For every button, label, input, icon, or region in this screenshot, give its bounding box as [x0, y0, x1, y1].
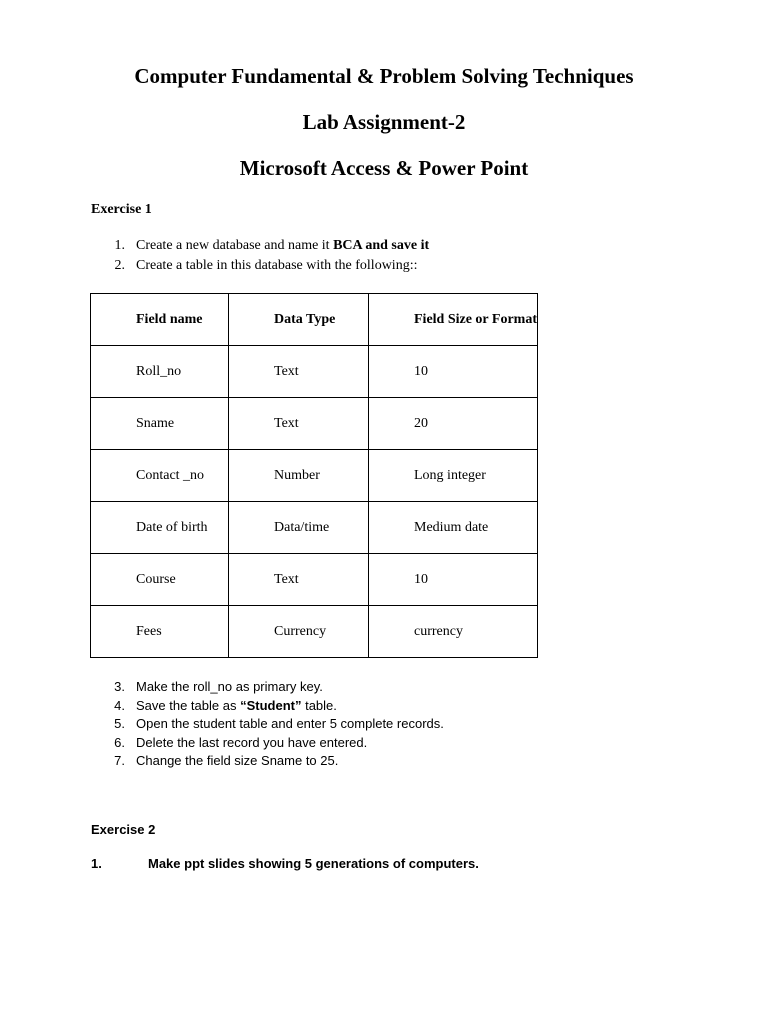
step-text: Change the field size Sname to 25.: [136, 753, 339, 768]
table-cell: Course: [91, 554, 229, 606]
table-cell: Text: [229, 346, 369, 398]
table-cell: Text: [229, 554, 369, 606]
exercise-2-heading: Exercise 2: [91, 822, 156, 837]
table-cell: currency: [369, 606, 538, 658]
column-header-data-type: Data Type: [229, 294, 369, 346]
step-number: 7.: [114, 753, 125, 768]
step-number: 3.: [114, 679, 125, 694]
table-cell: Text: [229, 398, 369, 450]
step-text: Open the student table and enter 5 complete records.: [136, 716, 444, 731]
column-header-field-size: Field Size or Format: [369, 294, 538, 346]
table-row: [91, 398, 538, 450]
item-number: 1.: [91, 856, 102, 871]
table-cell: Fees: [91, 606, 229, 658]
table-row: [91, 502, 538, 554]
table-cell: Long integer: [369, 450, 538, 502]
table-cell: Date of birth: [91, 502, 229, 554]
step-text: Delete the last record you have entered.: [136, 734, 368, 750]
step-number: 2.: [114, 258, 125, 273]
table-cell: 20: [369, 398, 538, 450]
step-text: Save the table as “Student” table.: [136, 697, 337, 713]
document-title: Computer Fundamental & Problem Solving Techniques: [134, 64, 634, 88]
table-cell: Medium date: [369, 502, 538, 554]
step-text: Create a table in this database with the following::: [136, 258, 418, 273]
item-text: Make ppt slides showing 5 generations of computers.: [148, 856, 479, 871]
table-cell: 10: [369, 346, 538, 398]
table-cell: Currency: [229, 606, 369, 658]
topic-title: Microsoft Access & Power Point: [239, 156, 529, 180]
step-bold-text: “Student”: [240, 697, 302, 713]
table-row: [91, 554, 538, 606]
table-row: [91, 606, 538, 658]
table-cell: Data/time: [229, 502, 369, 554]
table-cell: Sname: [91, 398, 229, 450]
step-text: Make the roll_no as primary key.: [136, 679, 323, 694]
step-bold-text: BCA and save it: [333, 238, 430, 253]
table-cell: Number: [229, 450, 369, 502]
table-row: [91, 450, 538, 502]
table-cell: 10: [369, 554, 538, 606]
exercise-1-heading: Exercise 1: [91, 202, 152, 217]
table-row: [91, 346, 538, 398]
step-text: Create a new database and name it BCA and save it: [136, 238, 430, 253]
table-cell: Contact _no: [91, 450, 229, 502]
step-number: 5.: [114, 716, 125, 731]
step-number: 1.: [114, 238, 125, 253]
table-cell: Roll_no: [91, 346, 229, 398]
field-definition-table: [90, 293, 538, 658]
table-header-row: [91, 294, 538, 346]
column-header-field-name: Field name: [91, 294, 229, 346]
step-number: 6.: [114, 734, 125, 750]
assignment-title: Lab Assignment-2: [302, 110, 466, 134]
step-number: 4.: [114, 697, 125, 713]
